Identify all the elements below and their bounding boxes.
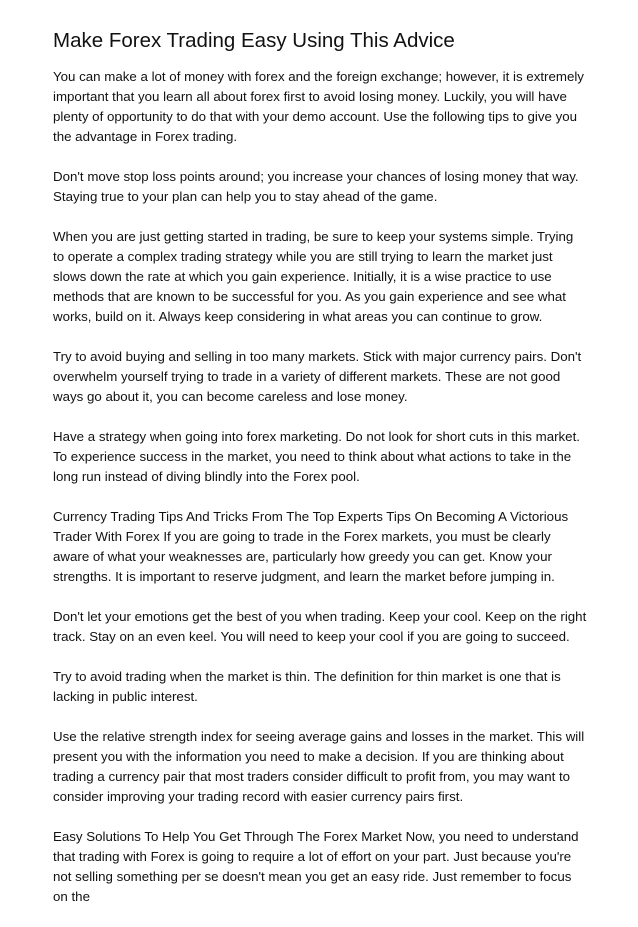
document-title: Make Forex Trading Easy Using This Advice xyxy=(53,29,455,52)
paragraph-7: Don't let your emotions get the best of you when trading. Keep your cool. Keep on the right track. Stay on an even keel. You will need to keep your cool if you are going to succeed. xyxy=(53,609,587,644)
paragraph-6: Currency Trading Tips And Tricks From The Top Experts Tips On Becoming A Victorious Trader With Forex If you are going to trade in the Forex markets, you must be clearly aware of what your weaknesses are, particularly how greedy you can get. Know your strengths. It is important to reserve judgment, and learn the market before jumping in. xyxy=(53,509,569,584)
document-body xyxy=(53,67,588,927)
paragraph-5: Have a strategy when going into forex marketing. Do not look for short cuts in this market. To experience success in the market, you need to think about what actions to take in the long run instead of diving blindly into the Forex pool. xyxy=(53,429,580,484)
paragraph-8: Try to avoid trading when the market is thin. The definition for thin market is one that is lacking in public interest. xyxy=(53,669,561,704)
paragraph-4: Try to avoid buying and selling in too many markets. Stick with major currency pairs. Don't overwhelm yourself trying to trade in a variety of different markets. These are not good ways go about it, you can become careless and lose money. xyxy=(53,349,582,404)
paragraph-2: Don't move stop loss points around; you increase your chances of losing money that way. Staying true to your plan can help you to stay ahead of the game. xyxy=(53,169,579,204)
paragraph-3: When you are just getting started in trading, be sure to keep your systems simple. Trying to operate a complex trading strategy while you are still trying to learn the market just slows down the rate at which you gain experience. Initially, it is a wise practice to use methods that are known to be successful for you. As you gain experience and see what works, build on it. Always keep considering in what areas you can continue to grow. xyxy=(53,229,574,324)
paragraph-9: Use the relative strength index for seeing average gains and losses in the market. This will present you with the information you need to make a decision. If you are thinking about trading a currency pair that most traders consider difficult to profit from, you may want to consider improving your trading record with easier currency pairs first. xyxy=(53,729,585,804)
paragraph-1: You can make a lot of money with forex and the foreign exchange; however, it is extremely important that you learn all about forex first to avoid losing money. Luckily, you will have plenty of opportunity to do that with your demo account. Use the following tips to give you the advantage in Forex trading. xyxy=(53,69,584,144)
paragraph-10: Easy Solutions To Help You Get Through The Forex Market Now, you need to understand that trading with Forex is going to require a lot of effort on your part. Just because you're not selling something per se doesn't mean you get an easy ride. Just remember to focus on the xyxy=(53,829,579,904)
